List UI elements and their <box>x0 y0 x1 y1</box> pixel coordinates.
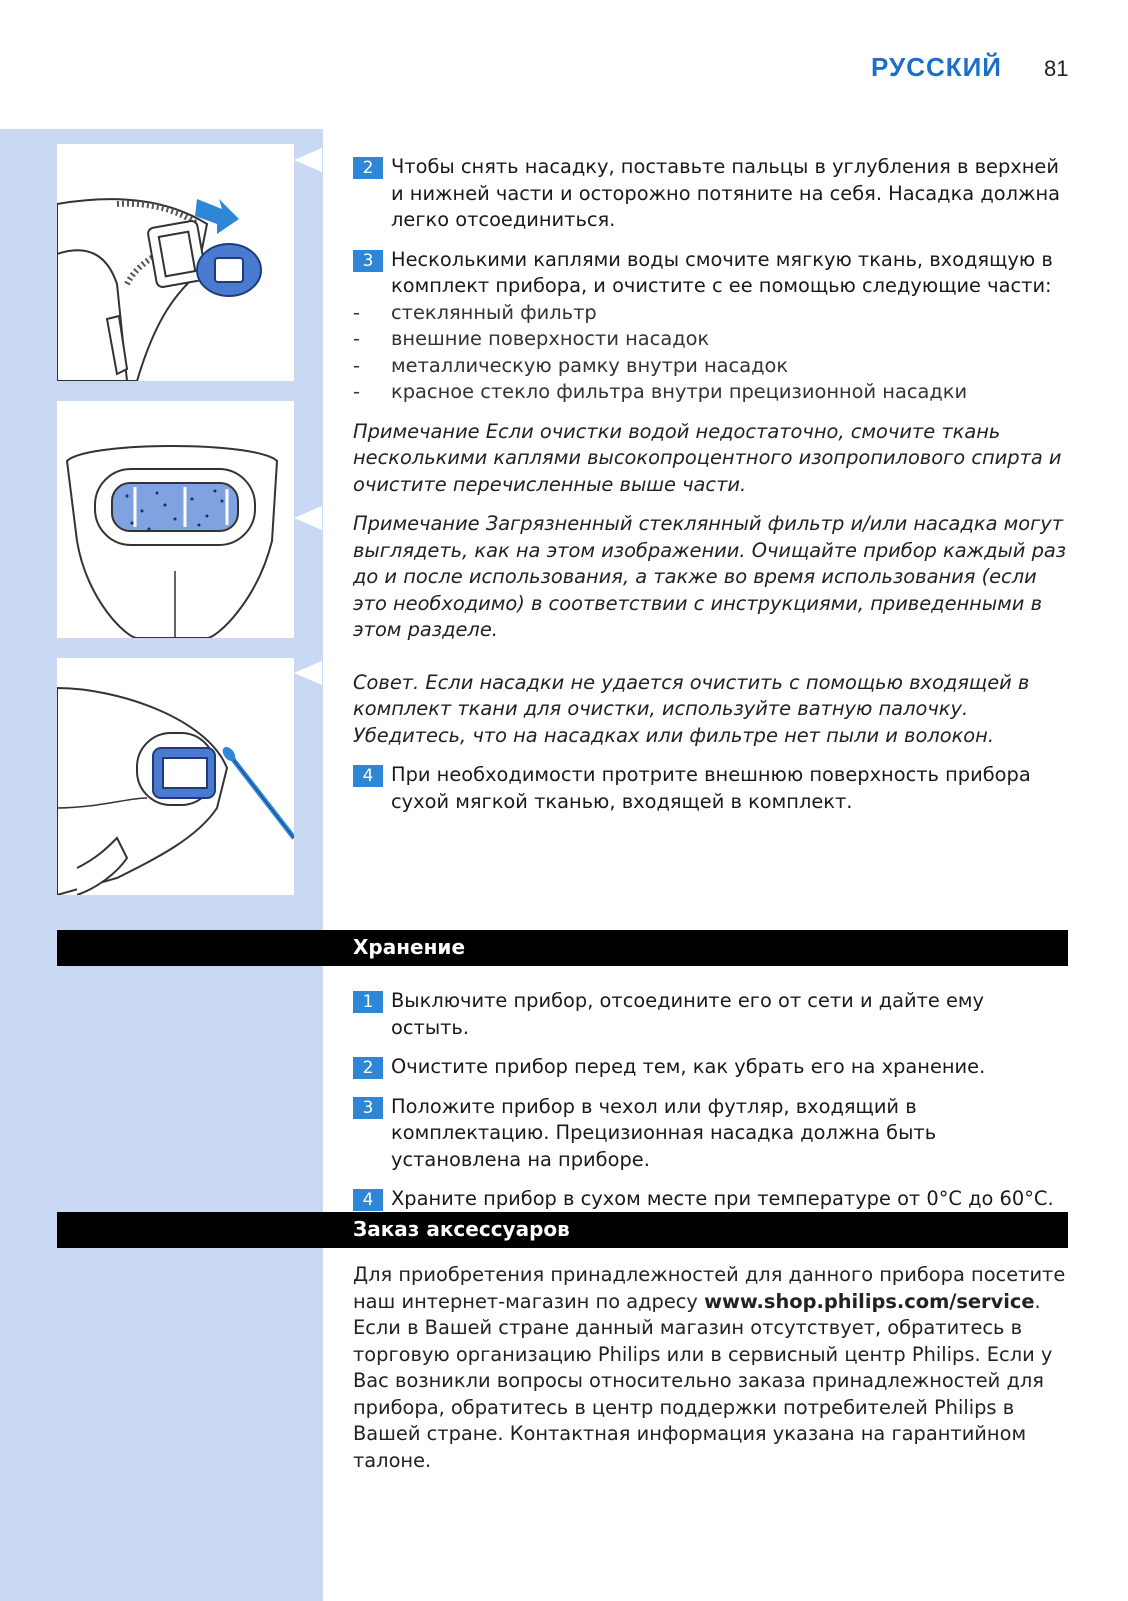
step-number: 4 <box>353 765 383 787</box>
tip-cotton-swab: Совет. Если насадки не удается очистить с помощью входящей в комплект ткани для очистки, используйте ватную палочку. Убедитесь, что на насадках или фильтре нет пыли и волокон. <box>353 670 1030 747</box>
step-text: Несколькими каплями воды смочите мягкую ткань, входящую в комплект прибора, и очистите с ее помощью следующие части: <box>391 247 1053 297</box>
accessories-section-header <box>57 1212 1068 1248</box>
parts-list-item: - металлическую рамку внутри насадок <box>353 353 1068 380</box>
storage-step-4 <box>353 1186 1068 1213</box>
illustration-dirty-filter <box>57 401 294 638</box>
step-number: 3 <box>353 1097 383 1119</box>
device-dirty-filter-drawing <box>57 401 294 638</box>
step-text: Выключите прибор, отсоедините его от сети и дайте ему остыть. <box>391 989 985 1039</box>
storage-section-header <box>57 930 1068 966</box>
step-number: 1 <box>353 991 383 1013</box>
illustration-cotton-swab <box>57 658 294 895</box>
storage-step-1 <box>353 988 1068 1041</box>
cleaning-step-4 <box>353 762 1068 815</box>
step-number: 4 <box>353 1189 383 1211</box>
parts-list-item: - стеклянный фильтр <box>353 300 1068 327</box>
accessories-text-before: Для приобретения принадлежностей для данного прибора посетите наш интернет-магазин по адресу <box>353 1263 1066 1313</box>
illustration-pointer-1 <box>294 148 322 172</box>
illustration-pointer-2 <box>294 506 322 530</box>
device-remove-attachment-drawing <box>57 144 294 381</box>
cleaning-step-3 <box>353 247 1068 300</box>
step-text: При необходимости протрите внешнюю поверхность прибора сухой мягкой тканью, входящей в комплект. <box>391 763 1031 813</box>
illustration-pointer-3 <box>294 661 322 685</box>
storage-step-2 <box>353 1054 1068 1081</box>
storage-section <box>353 988 1068 1213</box>
shop-url-link[interactable]: www.shop.philips.com/service <box>704 1289 1035 1313</box>
step-text: Очистите прибор перед тем, как убрать его на хранение. <box>391 1055 986 1078</box>
cleaning-step-2 <box>353 154 1068 234</box>
step-number: 3 <box>353 250 383 272</box>
device-cotton-swab-drawing <box>57 658 294 895</box>
parts-list-item: - красное стекло фильтра внутри прецизионной насадки <box>353 379 1068 406</box>
step-number: 2 <box>353 1057 383 1079</box>
step-text: Положите прибор в чехол или футляр, входящий в комплектацию. Прецизионная насадка должна быть установлена на приборе. <box>391 1094 937 1171</box>
cleaning-section <box>353 154 1068 815</box>
storage-step-3 <box>353 1094 1068 1174</box>
step-text: Чтобы снять насадку, поставьте пальцы в углубления в верхней и нижней части и осторожно потяните на себя. Насадка должна легко отсоединиться. <box>391 155 1061 231</box>
accessories-title: Заказ аксессуаров <box>353 1217 570 1241</box>
step-text: Храните прибор в сухом месте при температуре от 0°C до 60°C. <box>391 1187 1054 1210</box>
illustration-remove-attachment <box>57 144 294 381</box>
language-label: РУССКИЙ <box>871 52 1002 82</box>
step-number: 2 <box>353 157 383 179</box>
note-dirty-filter: Примечание Загрязненный стеклянный фильтр и/или насадка могут выглядеть, как на этом изображении. Очищайте прибор каждый раз до и после использования, а также во время использования (если это необходимо) в соответствии с инструкциями, приведенными в этом разделе. <box>353 512 1067 641</box>
accessories-text-after: . Если в Вашей стране данный магазин отсутствует, обратитесь в торговую организацию Philips или в сервисный центр Philips. Если у Вас возникли вопросы относительно заказа принадлежностей для прибора, обратитесь в центр поддержки потребителей Philips в Вашей стране. Контактная информация указана на гарантийном талоне. <box>353 1289 1053 1472</box>
note-alcohol: Примечание Если очистки водой недостаточно, смочите ткань несколькими каплями высокопроцентного изопропилового спирта и очистите перечисленные выше части. <box>353 419 1062 496</box>
parts-list-item: - внешние поверхности насадок <box>353 326 1068 353</box>
accessories-paragraph <box>353 1262 1068 1474</box>
page-number: 81 <box>1044 56 1069 81</box>
storage-title: Хранение <box>353 935 466 959</box>
